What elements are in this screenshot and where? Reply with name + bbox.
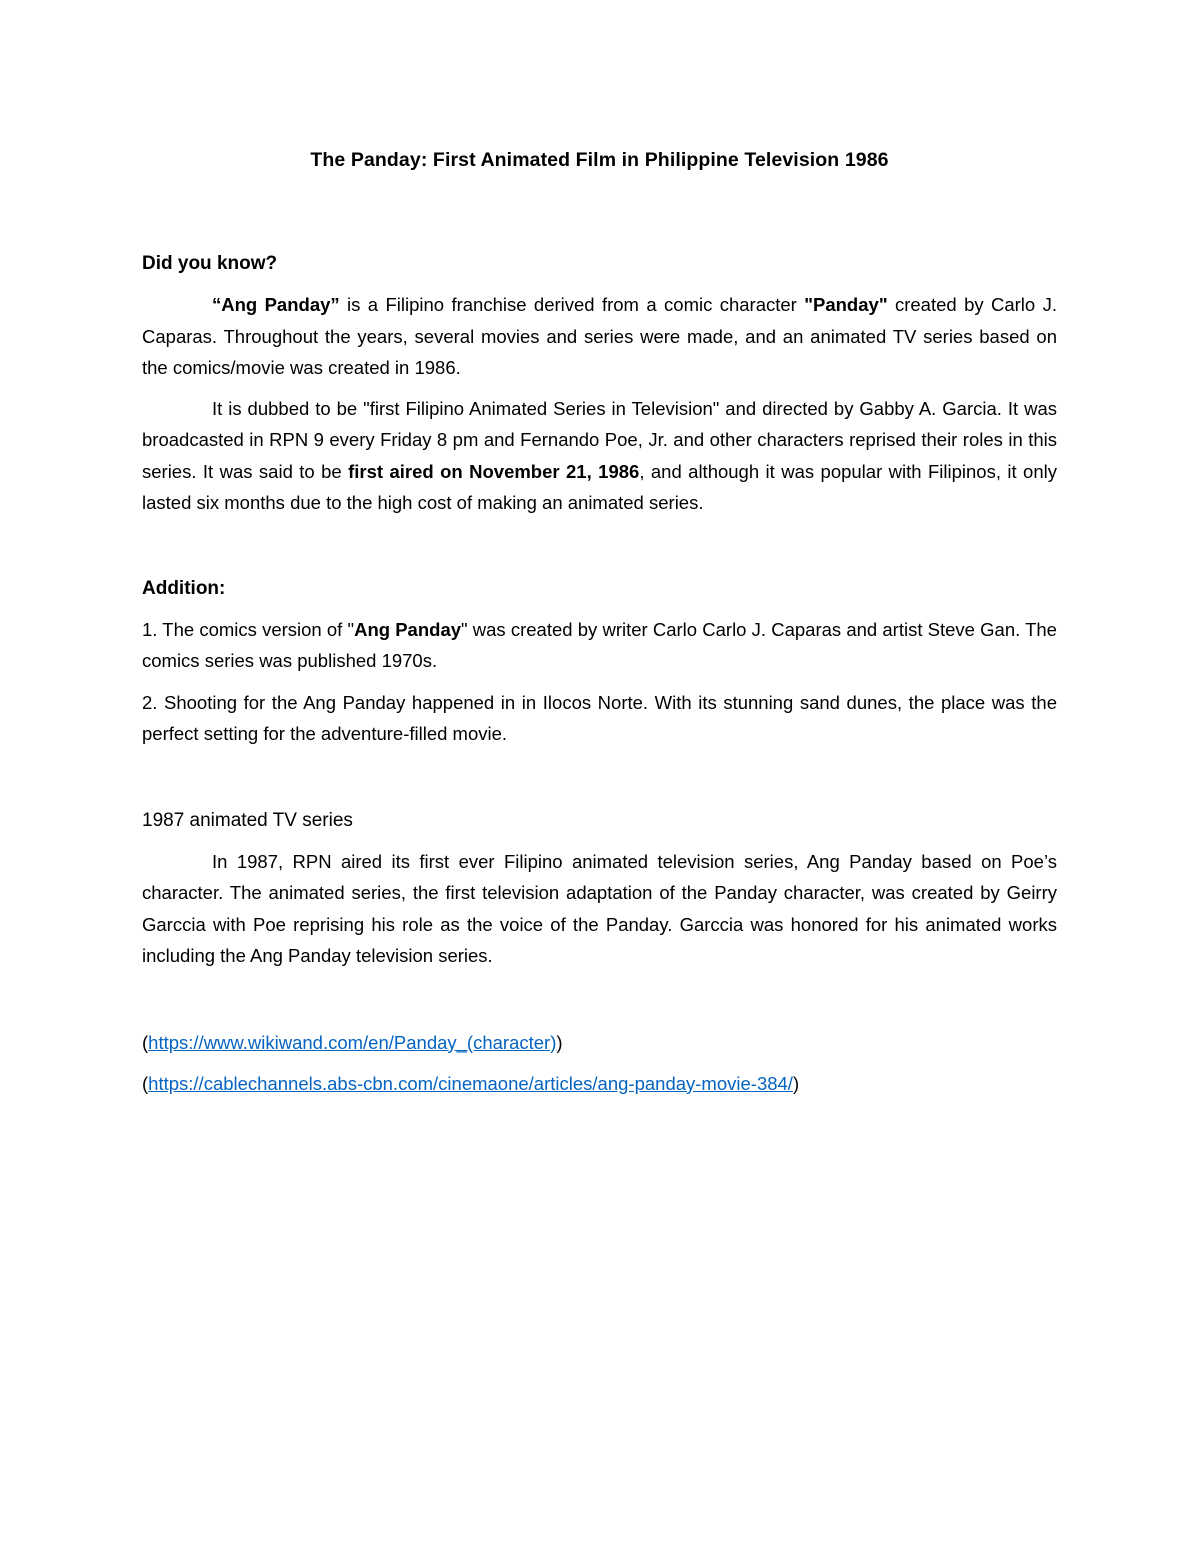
- reference-1-open: (: [142, 1031, 149, 1053]
- spacer: [142, 1058, 1057, 1068]
- broadcast-paragraph: [142, 393, 1057, 519]
- addition-item-1-text-b: " was created by writer Carlo Carlo J. Caparas and artist Steve Gan. The comics series was published 1970s.: [142, 618, 1057, 671]
- reference-1-close: ): [556, 1031, 563, 1053]
- reference-2-close: ): [792, 1072, 800, 1094]
- document-title: The Panday: First Animated Film in Philippine Television 1986: [310, 149, 889, 171]
- spacer: [142, 836, 1057, 846]
- spacer: [142, 177, 1057, 248]
- reference-2: [142, 1068, 1057, 1099]
- spacer: [142, 677, 1057, 687]
- spacer: [142, 972, 1057, 1027]
- ang-panday-quote: “Ang Panday”: [212, 294, 340, 315]
- panday-quote: "Panday": [804, 294, 888, 315]
- first-aired-date: first aired on November 21, 1986: [348, 460, 640, 482]
- did-you-know-heading: Did you know?: [142, 253, 278, 274]
- reference-2-link[interactable]: https://cablechannels.abs-cbn.com/cinemaone/articles/ang-panday-movie-384/: [148, 1072, 793, 1094]
- spacer: [142, 519, 1057, 573]
- intro-text-a: is a Filipino franchise derived from a comic character: [339, 294, 805, 315]
- spacer: [142, 384, 1057, 393]
- addition-item-1-title: Ang Panday: [354, 618, 462, 640]
- spacer: [142, 750, 1057, 805]
- intro-paragraph: [142, 289, 1057, 384]
- broadcast-text-b: , and although it was popular with Filipinos, it only lasted six months due to the high cost of making an animated series.: [142, 460, 1057, 513]
- reference-2-open: (: [142, 1072, 149, 1094]
- addition-item-1-text-a: 1. The comics version of ": [142, 618, 355, 640]
- intro-text-b: created by Carlo J. Caparas. Throughout the years, several movies and series were made, and an animated TV series based on the comics/movie was created in 1986.: [142, 294, 1057, 378]
- addition-item-1: [142, 614, 1057, 677]
- addition-item-2: 2. Shooting for the Ang Panday happened in in Ilocos Norte. With its stunning sand dunes, the place was the perfect setting for the adventure-filled movie.: [142, 691, 1057, 744]
- broadcast-text-a: It is dubbed to be "first Filipino Animated Series in Television" and directed by Gabby A. Garcia. It was broadcasted in RPN 9 every Friday 8 pm and Fernando Poe, Jr. and other characters reprised their roles in this series. It was said to be: [142, 397, 1057, 482]
- document-body: [142, 143, 1057, 1099]
- series-1987-paragraph: In 1987, RPN aired its first ever Filipino animated television series, Ang Panday based on Poe’s character. The animated series, the first television adaptation of the Panday character, was created by Geirry Garccia with Poe reprising his role as the voice of the Panday. Garccia was honored for his animated works including the Ang Panday television series.: [142, 850, 1057, 966]
- series-1987-heading: 1987 animated TV series: [142, 809, 353, 831]
- spacer: [142, 279, 1057, 289]
- reference-1-link[interactable]: https://www.wikiwand.com/en/Panday_(character): [148, 1031, 557, 1053]
- spacer: [142, 604, 1057, 614]
- reference-1: [142, 1027, 1057, 1058]
- addition-heading: Addition:: [142, 577, 226, 599]
